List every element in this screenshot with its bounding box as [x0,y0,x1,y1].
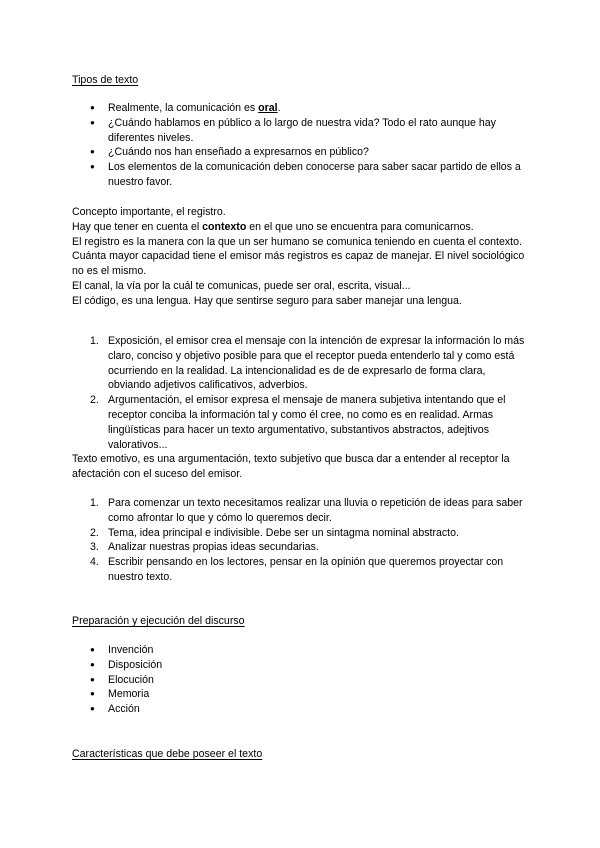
list-text: Para comenzar un texto necesitamos realizar una lluvia o repetición de ideas para saber como afrontar lo que y cómo lo queremos decir. [108,497,523,524]
list-number: 3. [90,541,99,554]
paragraph-emotivo: Texto emotivo, es una argumentación, texto subjetivo que busca dar a entender al receptor la afectación con el suceso del emisor. [72,453,510,480]
list-text: Analizar nuestras propias ideas secundarias. [108,541,319,554]
list-item: ● Elocución [90,673,526,688]
list-item: ● Invención [90,643,526,658]
list-item: ● Memoria [90,687,526,702]
list-item: ● Disposición [90,658,526,673]
list-number: 2. [90,394,99,407]
paragraph [72,220,532,235]
bullet-text: . [277,102,281,114]
list-item [90,496,526,526]
bullet-list-tipos [90,101,526,190]
emphasis-oral: oral [258,102,278,114]
list-item [90,101,526,116]
paragraph-text: en el que uno se encuentra para comunicarnos. [246,220,474,233]
registro-block [72,205,532,309]
list-number: 2. [90,526,99,539]
list-item: ● Los elementos de la comunicación deben conocerse para saber sacar partido de ellos a nuestro favor. [90,160,526,190]
list-item [90,555,526,585]
list-text: Exposición, el emisor crea el mensaje con la intención de expresar la información lo más claro, conciso y objetivo posible para que el receptor pueda entenderlo tal y como está ocurriendo en la realidad. La intencionalidad es de de expresarlo de forma clara, obviando adjetivos calificativos, adverbios. [108,335,525,392]
paragraph: El registro es la manera con la que un ser humano se comunica teniendo en cuenta el contexto. Cuánta mayor capacidad tiene el emisor más registros es capaz de manejar. El nivel sociológico no es el mismo. [72,235,525,278]
list-item: ● ¿Cuándo hablamos en público a lo largo de nuestra vida? Todo el rato aunque hay diferentes niveles. [90,116,526,146]
list-number: 1. [90,335,99,347]
bullet-text: Realmente, la comunicación es [108,102,259,114]
list-item [90,334,526,393]
list-item [90,540,526,555]
paragraph-text: Hay que tener en cuenta el [72,220,203,233]
numbered-list-pasos [90,496,526,585]
heading-tipos-de-texto: Tipos de texto [72,74,139,86]
paragraph: El canal, la vía por la cuál te comunicas, puede ser oral, escrita, visual... [72,279,411,292]
list-item [90,393,526,452]
list-number: 1. [90,497,99,509]
paragraph: Concepto importante, el registro. [72,206,226,218]
list-text: Tema, idea principal e indivisible. Debe ser un sintagma nominal abstracto. [108,526,459,539]
list-item: ● ¿Cuándo nos han enseñado a expresarnos en público? [90,145,526,160]
list-item: ● Acción [90,702,526,717]
list-item [90,526,526,541]
numbered-list-tipos [90,334,526,452]
emphasis-contexto: contexto [202,220,247,233]
heading-preparacion: Preparación y ejecución del discurso [72,615,245,627]
list-text: Argumentación, el emisor expresa el mensaje de manera subjetiva intentando que el receptor conciba la información tal y como él cree, no como es en realidad. Armas lingüísticas para hacer un texto argumentativo, substantivos abstractos, adejtivos valorativos... [108,394,506,451]
list-text: Escribir pensando en los lectores, pensar en la opinión que queremos proyectar con nuestro texto. [108,556,504,583]
list-number: 4. [90,556,99,569]
bullet-list-preparacion [90,643,526,717]
paragraph: El código, es una lengua. Hay que sentirse seguro para saber manejar una lengua. [72,294,462,307]
heading-caracteristicas: Características que debe poseer el texto [72,748,263,760]
